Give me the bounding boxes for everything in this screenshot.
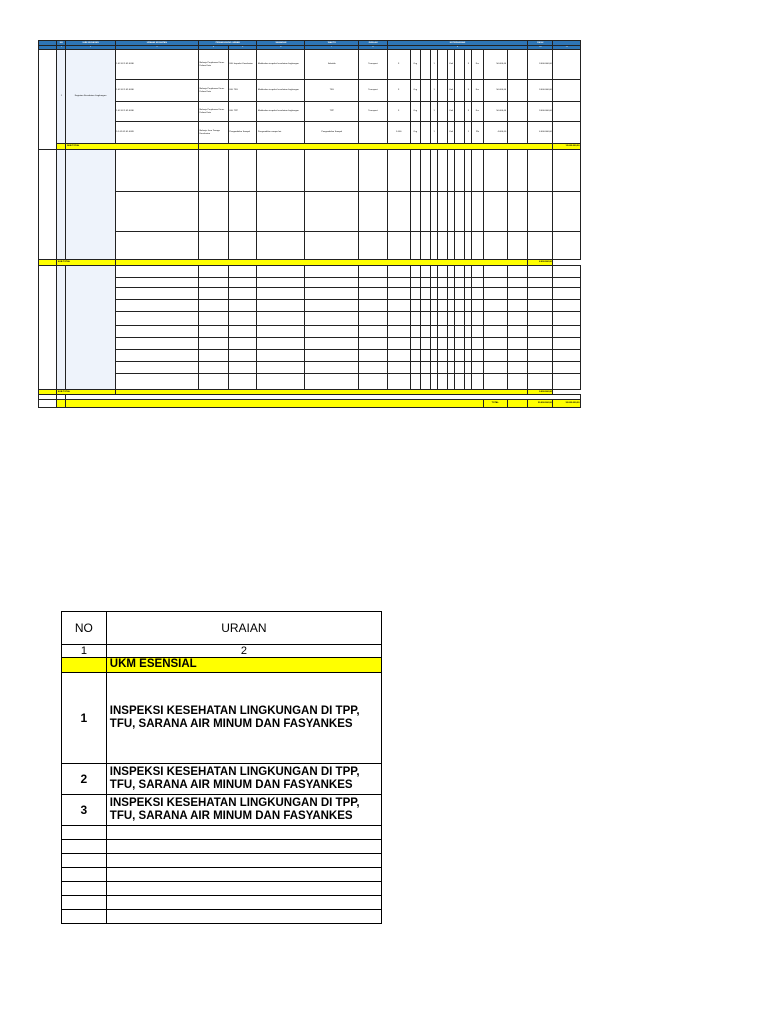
row-text: INSPEKSI KESEHATAN LINGKUNGAN DI TPP, TFU, SARANA AIR MINUM DAN FASYANKES — [106, 795, 381, 826]
table-cell: Kali — [448, 102, 455, 122]
table-cell: Org — [410, 102, 420, 122]
table-row — [39, 150, 581, 192]
table-cell: 3.000.000,00 — [528, 102, 553, 122]
table-cell: Pengambilan Sampel — [228, 122, 257, 144]
uraian-table-container — [61, 611, 382, 924]
col-number: 7 — [305, 46, 359, 50]
table-cell: Melakukan inspeksi kesehatan lingkungan — [257, 102, 305, 122]
table-cell: Belanja Perjalanan Dinas Dalam Kota — [199, 80, 229, 102]
header-penanggung-jawab: PENANGGUNG JAWAB — [199, 41, 257, 46]
row-text: INSPEKSI KESEHATAN LINGKUNGAN DI TPP, TFU, SARANA AIR MINUM DAN FASYANKES — [106, 764, 381, 795]
budget-table — [38, 40, 581, 408]
table-cell: TPP — [305, 102, 359, 122]
table-cell: 1 — [465, 122, 472, 144]
table-cell: Pkt — [472, 122, 483, 144]
table-cell: Belanja Perjalanan Dinas Dalam Kota — [199, 102, 229, 122]
table-cell: 3 — [387, 102, 410, 122]
header-uraian: URAIAN — [106, 612, 381, 645]
table-cell: 1.02.02.2.02.0030 — [115, 102, 198, 122]
table-cell: TFU — [305, 80, 359, 102]
table-cell — [359, 122, 388, 144]
col-number: 9 — [387, 46, 528, 50]
table-cell: Ksr — [472, 80, 483, 102]
header-pagu: PAGU — [528, 41, 553, 46]
uraian-header-row — [62, 612, 382, 645]
table-cell: Ksr — [472, 50, 483, 80]
table-row — [39, 300, 581, 312]
table-cell: 1 — [431, 102, 438, 122]
budget-spreadsheet — [38, 40, 581, 420]
table-cell: 3 — [465, 80, 472, 102]
table-row — [39, 122, 581, 144]
table-cell: Melakukan inspeksi kesehatan lingkungan — [257, 50, 305, 80]
header-waktu: WAKTU — [305, 41, 359, 46]
empty-row — [62, 840, 382, 854]
header-uraian: URAIAN KEGIATAN — [115, 41, 198, 46]
table-cell: 3.000.000,00 — [528, 50, 553, 80]
sub-kegiatan-cell: Kegiatan Kesehatan Lingkungan — [66, 50, 115, 144]
table-cell: Melakukan inspeksi kesehatan lingkungan — [257, 80, 305, 102]
col-number: 5 — [228, 46, 257, 50]
subtotal-value: 8.000.000,00 — [528, 260, 553, 266]
row-number: 2 — [62, 764, 107, 795]
header-sub-kegiatan: SUB KEGIATAN — [66, 41, 115, 46]
empty-row — [62, 896, 382, 910]
empty-row — [62, 854, 382, 868]
row-text: INSPEKSI KESEHATAN LINGKUNGAN DI TPP, TFU, SARANA AIR MINUM DAN FASYANKES — [106, 673, 381, 764]
col-number: 1 — [62, 645, 107, 658]
table-cell: Ksr — [472, 102, 483, 122]
table-cell: Sekolah — [305, 50, 359, 80]
table-cell: Transport — [359, 80, 388, 102]
table-row — [62, 764, 382, 795]
table-cell: 3 — [465, 50, 472, 80]
row-number: 1 — [62, 673, 107, 764]
subtotal-value: 9.000.000,00 — [528, 390, 553, 395]
table-row — [39, 278, 581, 288]
table-cell: Belanja Perjalanan Dinas Dalam Kota — [199, 50, 229, 80]
table-row — [39, 288, 581, 300]
table-cell: Kali — [448, 50, 455, 80]
header-no: NO — [62, 612, 107, 645]
table-cell: 3 — [387, 50, 410, 80]
section-label: UKM ESENSIAL — [106, 658, 381, 673]
table-cell: 50.000,00 — [483, 50, 507, 80]
table-cell: 5.1.02.02.01.0026 — [115, 122, 198, 144]
subtotal-label: SUB TOTAL — [57, 260, 115, 266]
table-cell: 4.000,00 — [483, 122, 507, 144]
uraian-table — [61, 611, 382, 924]
row-number: 3 — [62, 795, 107, 826]
table-cell: 3 — [465, 102, 472, 122]
table-cell: 3.000.000,00 — [528, 80, 553, 102]
table-cell: Kali — [448, 80, 455, 102]
col-number: 1 — [57, 46, 66, 50]
table-row — [62, 795, 382, 826]
table-cell: 1.02.02.2.02.0030 — [115, 80, 198, 102]
empty-row — [62, 826, 382, 840]
col-number: 2 — [66, 46, 115, 50]
total-label: TOTAL — [483, 400, 507, 408]
subtotal-value: 13.000.000,00 — [553, 144, 581, 150]
table-cell: 50.000,00 — [483, 80, 507, 102]
table-cell: Org — [410, 50, 420, 80]
table-row — [39, 326, 581, 338]
table-row — [39, 374, 581, 390]
table-row — [39, 80, 581, 102]
table-cell: 1.02.02.2.02.0030 — [115, 50, 198, 80]
total-row — [39, 400, 581, 408]
table-row — [62, 673, 382, 764]
table-cell: 50.000,00 — [483, 102, 507, 122]
table-row — [39, 312, 581, 326]
table-row — [39, 102, 581, 122]
total-value: 30.000.000,00 — [528, 400, 553, 408]
subtotal-label: SUB TOTAL — [57, 390, 115, 395]
header-jumlah: JUMLAH — [359, 41, 388, 46]
table-row — [39, 266, 581, 278]
table-cell: 1 — [431, 50, 438, 80]
table-cell: LBL TPP — [228, 102, 257, 122]
header-sasaran: SASARAN — [257, 41, 305, 46]
table-cell: Belanja Jasa Tenaga Kesehatan — [199, 122, 229, 144]
col-number: 10 — [528, 46, 553, 50]
section-row — [62, 658, 382, 673]
table-cell: 3 — [387, 80, 410, 102]
total-value-2: 30.000.000,00 — [553, 400, 581, 408]
table-cell: Kali — [448, 122, 455, 144]
col-number: 11 — [553, 46, 581, 50]
subtotal-label: SUB TOTAL — [66, 144, 199, 150]
col-number: 8 — [359, 46, 388, 50]
table-row — [39, 338, 581, 350]
col-number: 6 — [257, 46, 305, 50]
col-number: 3 — [115, 46, 198, 50]
table-cell: Pengambilan sampel air — [257, 122, 305, 144]
col-number: 2 — [106, 645, 381, 658]
table-row — [39, 350, 581, 362]
table-cell: LBL Inspeksi Kesehatan — [228, 50, 257, 80]
table-cell: 4.000.000,00 — [528, 122, 553, 144]
empty-row — [62, 868, 382, 882]
table-row — [39, 232, 581, 260]
table-row: 1 Kegiatan Kesehatan Lingkungan 1.02.02.2.02.0030 Belanja Perjalanan Dinas Dalam Kota LBL Inspeksi Kesehatan Melakukan inspeksi kesehatan lingkungan Sekolah Transport 3 Org 1 Kali 3 Ksr 50.000,00 3.000.000,00 — [39, 50, 581, 80]
table-cell: Transport — [359, 50, 388, 80]
empty-row — [62, 882, 382, 896]
table-cell: LBL TFU — [228, 80, 257, 102]
table-row — [39, 192, 581, 232]
table-cell: 1.000 — [387, 122, 410, 144]
table-cell: Org — [410, 80, 420, 102]
table-cell: Org — [410, 122, 420, 144]
col-number: 4 — [199, 46, 229, 50]
table-cell: 1 — [431, 122, 438, 144]
header-rincian: KETERANGAN — [387, 41, 528, 46]
table-cell: Pengambilan Sampel — [305, 122, 359, 144]
empty-row — [62, 910, 382, 924]
table-cell: Transport — [359, 102, 388, 122]
uraian-number-row — [62, 645, 382, 658]
table-row — [39, 362, 581, 374]
table-cell: 1 — [431, 80, 438, 102]
header-no: NO — [57, 41, 66, 46]
